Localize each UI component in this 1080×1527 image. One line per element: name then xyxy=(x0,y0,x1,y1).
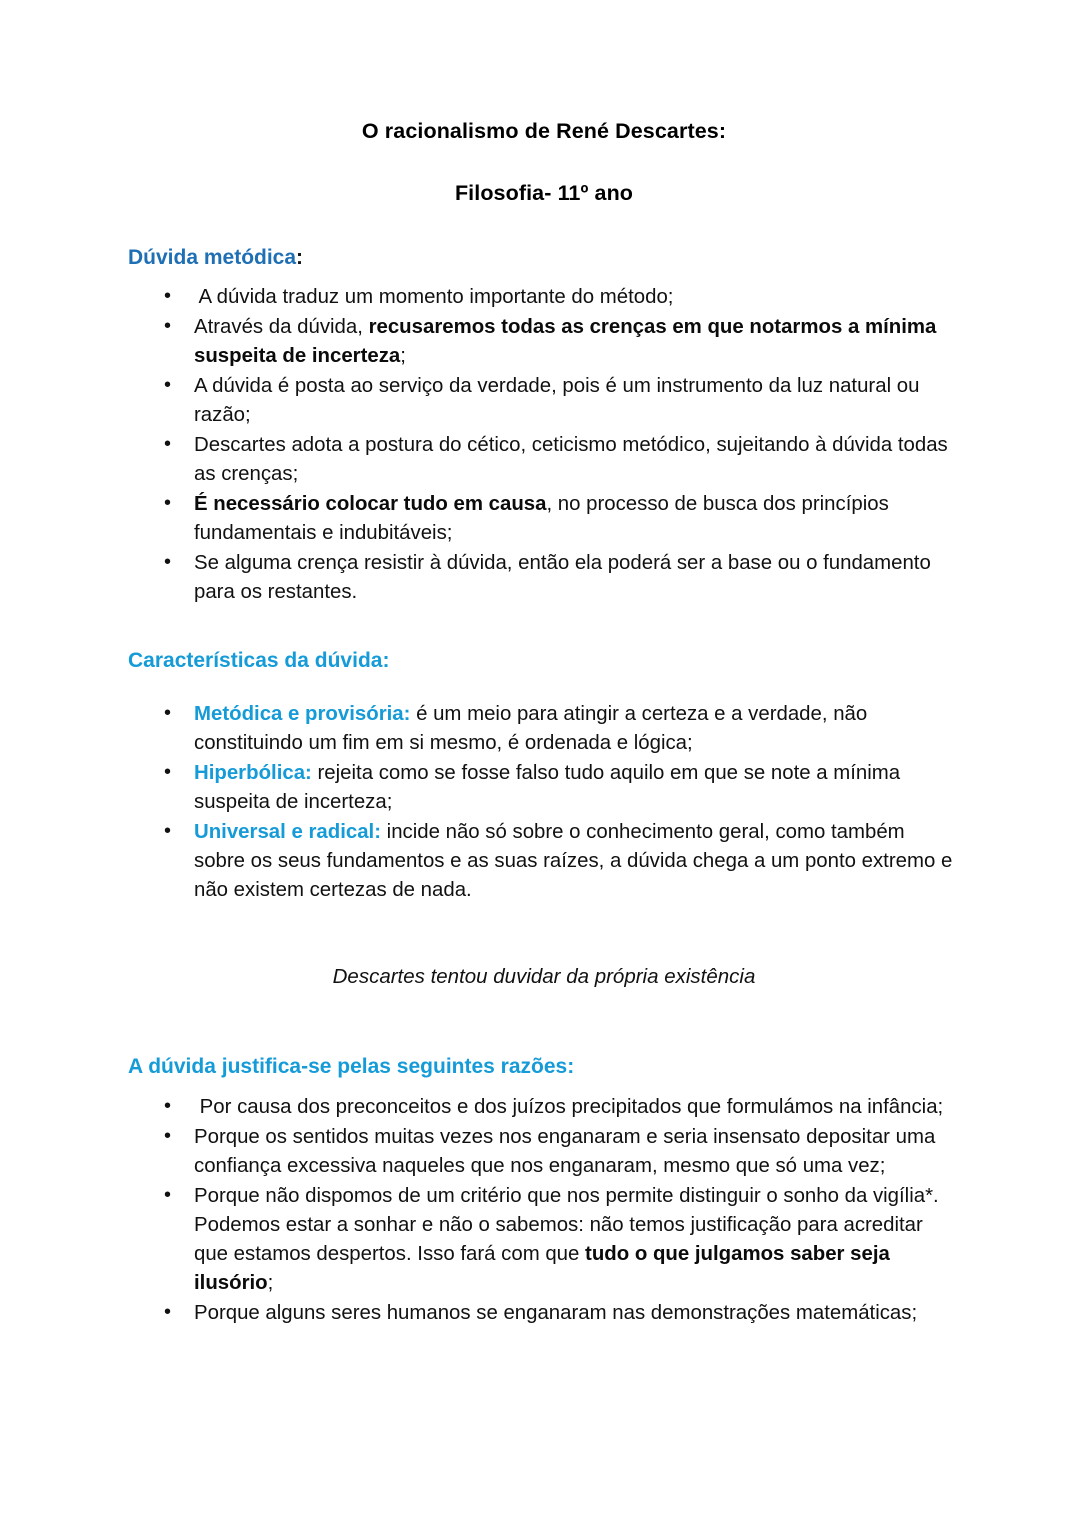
bullet-text: Descartes adota a postura do cético, ceticismo metódico, sujeitando à dúvida todas as crenças; xyxy=(194,433,948,485)
bullet-text: A dúvida é posta ao serviço da verdade, pois é um instrumento da luz natural ou razão; xyxy=(194,374,920,426)
list-item xyxy=(128,1093,960,1122)
list-item xyxy=(128,818,960,905)
bullet-list-caracteristicas xyxy=(128,700,960,905)
bullet-text-post: ; xyxy=(400,344,406,367)
list-item xyxy=(128,1182,960,1298)
bullet-text: A dúvida traduz um momento importante do método; xyxy=(198,286,674,309)
bullet-text-bold: tudo o que julgamos saber seja ilusório xyxy=(194,1242,890,1294)
section-heading-duvida-metodica-punct: : xyxy=(296,245,304,269)
bullet-label: Metódica e provisória: xyxy=(194,703,411,725)
bullet-text-post: ; xyxy=(267,1271,274,1294)
section-heading-duvida-metodica xyxy=(128,244,960,271)
list-item xyxy=(128,313,960,371)
bullet-text: Por causa dos preconceitos e dos juízos precipitados que formulámos na infância; xyxy=(199,1095,944,1118)
list-item xyxy=(128,759,960,817)
section-heading-razoes-text: A dúvida justifica-se pelas seguintes razões: xyxy=(128,1055,575,1079)
bullet-text: Porque os sentidos muitas vezes nos enganaram e seria insensato depositar uma confiança excessiva naqueles que nos enganaram, mesmo que só uma vez; xyxy=(194,1125,936,1177)
page-subtitle: Filosofia- 11º ano xyxy=(454,180,634,205)
list-item xyxy=(128,549,960,607)
bullet-text: Se alguma crença resistir à dúvida, então ela poderá ser a base ou o fundamento para os restantes. xyxy=(194,551,931,603)
bullet-label: Universal e radical: xyxy=(194,820,382,843)
bullet-text: é um meio para atingir a certeza e a verdade, não constituindo um fim em si mesmo, é ordenada e lógica; xyxy=(194,703,868,754)
list-item xyxy=(128,372,960,430)
list-item xyxy=(128,1123,960,1181)
spacer xyxy=(128,991,960,1053)
list-item xyxy=(128,1299,960,1328)
italic-note: Descartes tentou duvidar da própria existência xyxy=(332,964,756,988)
bullet-label: Hiperbólica: xyxy=(194,761,312,784)
list-item xyxy=(128,431,960,489)
bullet-text: rejeita como se fosse falso tudo aquilo em que se note a mínima suspeita de incerteza; xyxy=(194,761,901,813)
bullet-list-razoes xyxy=(128,1093,960,1328)
page-title: O racionalismo de René Descartes: xyxy=(361,119,727,143)
section-heading-caracteristicas-text: Características da dúvida: xyxy=(128,648,390,672)
list-item xyxy=(128,700,960,758)
bullet-list-duvida-metodica xyxy=(128,283,960,607)
section-heading-razoes xyxy=(128,1053,960,1080)
bullet-text-bold: É necessário colocar tudo em causa xyxy=(194,492,547,515)
list-item xyxy=(128,283,960,312)
section-heading-caracteristicas xyxy=(128,647,960,674)
list-item xyxy=(128,490,960,548)
bullet-text: incide não só sobre o conhecimento geral, como também sobre os seus fundamentos e as suas raízes, a dúvida chega a um ponto extremo e não existem certezas de nada. xyxy=(194,820,953,901)
bullet-text-pre: Através da dúvida, xyxy=(194,316,369,339)
bullet-text-pre: Porque não dispomos de um critério que nos permite distinguir o sonho da vigília*. Podemos estar a sonhar e não o sabemos: não temos justificação para acreditar que estamos despertos. Isso fará com que xyxy=(194,1184,939,1265)
bullet-text-post: , no processo de busca dos princípios fundamentais e indubitáveis; xyxy=(194,492,889,544)
bullet-text-bold: recusaremos todas as crenças em que notarmos a mínima suspeita de incerteza xyxy=(194,316,937,367)
bullet-text: Porque alguns seres humanos se enganaram nas demonstrações matemáticas; xyxy=(194,1301,918,1324)
section-heading-duvida-metodica-text: Dúvida metódica xyxy=(128,245,297,269)
